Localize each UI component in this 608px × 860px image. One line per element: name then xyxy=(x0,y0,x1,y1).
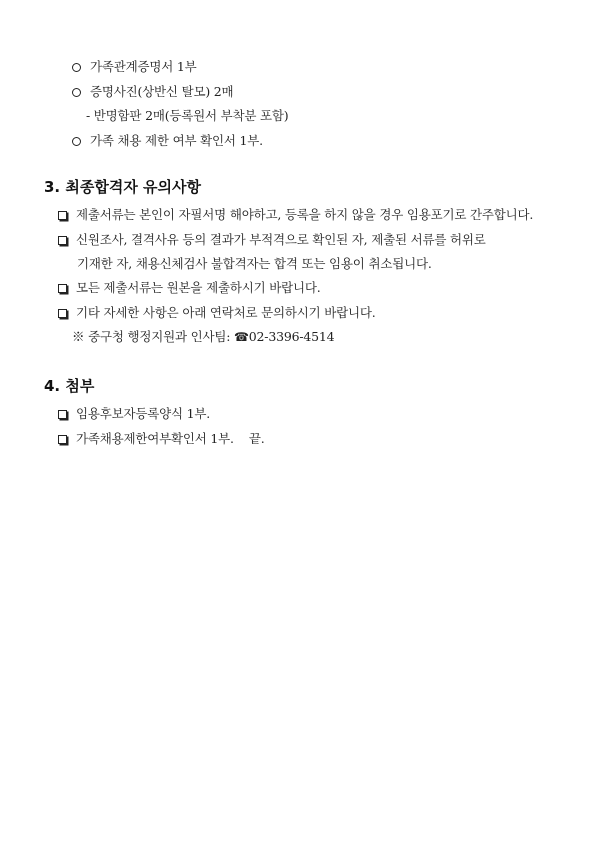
document-subitem-photo-size xyxy=(86,108,288,124)
item-text: 신원조사, 결격사유 등의 결과가 부적격으로 확인된 자, 제출된 서류를 허위로 xyxy=(76,232,486,247)
attachment-item-registration-form xyxy=(58,406,210,422)
item-text: 제출서류는 본인이 자필서명 해야하고, 등록을 하지 않을 경우 임용포기로 간주합니다. xyxy=(76,207,534,222)
circle-bullet-icon xyxy=(72,63,81,72)
item-text: 가족채용제한여부확인서 1부. 끝. xyxy=(76,431,265,446)
contact-note xyxy=(72,329,334,345)
square-bullet-icon xyxy=(58,236,67,245)
square-bullet-icon xyxy=(58,435,67,444)
document-item-family-relation xyxy=(72,59,197,75)
item-text: 기재한 자, 채용신체검사 불합격자는 합격 또는 임용이 취소됩니다. xyxy=(77,256,432,271)
circle-bullet-icon xyxy=(72,137,81,146)
notice-item-contact xyxy=(58,305,376,321)
item-text: 모든 제출서류는 원본을 제출하시기 바랍니다. xyxy=(76,280,321,295)
item-text: 가족 채용 제한 여부 확인서 1부. xyxy=(90,133,263,148)
notice-item-background-check-cont xyxy=(77,256,432,272)
item-text: - 반명함판 2매(등록원서 부착분 포함) xyxy=(86,108,289,123)
phone-icon: ☎ xyxy=(234,330,249,344)
section-heading-attachments: 4. 첨부 xyxy=(44,377,95,395)
circle-bullet-icon xyxy=(72,88,81,97)
square-bullet-icon xyxy=(58,284,67,293)
square-bullet-icon xyxy=(58,309,67,318)
item-text: 기타 자세한 사항은 아래 연락처로 문의하시기 바랍니다. xyxy=(76,305,376,320)
square-bullet-icon xyxy=(58,211,67,220)
item-text: 임용후보자등록양식 1부. xyxy=(76,406,211,421)
section-heading-final-notes: 3. 최종합격자 유의사항 xyxy=(44,178,201,196)
document-item-photo xyxy=(72,84,233,100)
item-text: 증명사진(상반신 탈모) 2매 xyxy=(90,84,234,99)
attachment-item-family-hiring-form xyxy=(58,431,265,447)
document-item-family-hiring-check xyxy=(72,133,263,149)
notice-item-signature xyxy=(58,207,533,223)
contact-note-text: ※ 중구청 행정지원과 인사팀: xyxy=(72,329,231,344)
phone-number: 02-3396-4514 xyxy=(248,329,335,344)
item-text: 가족관계증명서 1부 xyxy=(90,59,197,74)
square-bullet-icon xyxy=(58,410,67,419)
notice-item-originals xyxy=(58,280,321,296)
notice-item-background-check xyxy=(58,232,486,248)
